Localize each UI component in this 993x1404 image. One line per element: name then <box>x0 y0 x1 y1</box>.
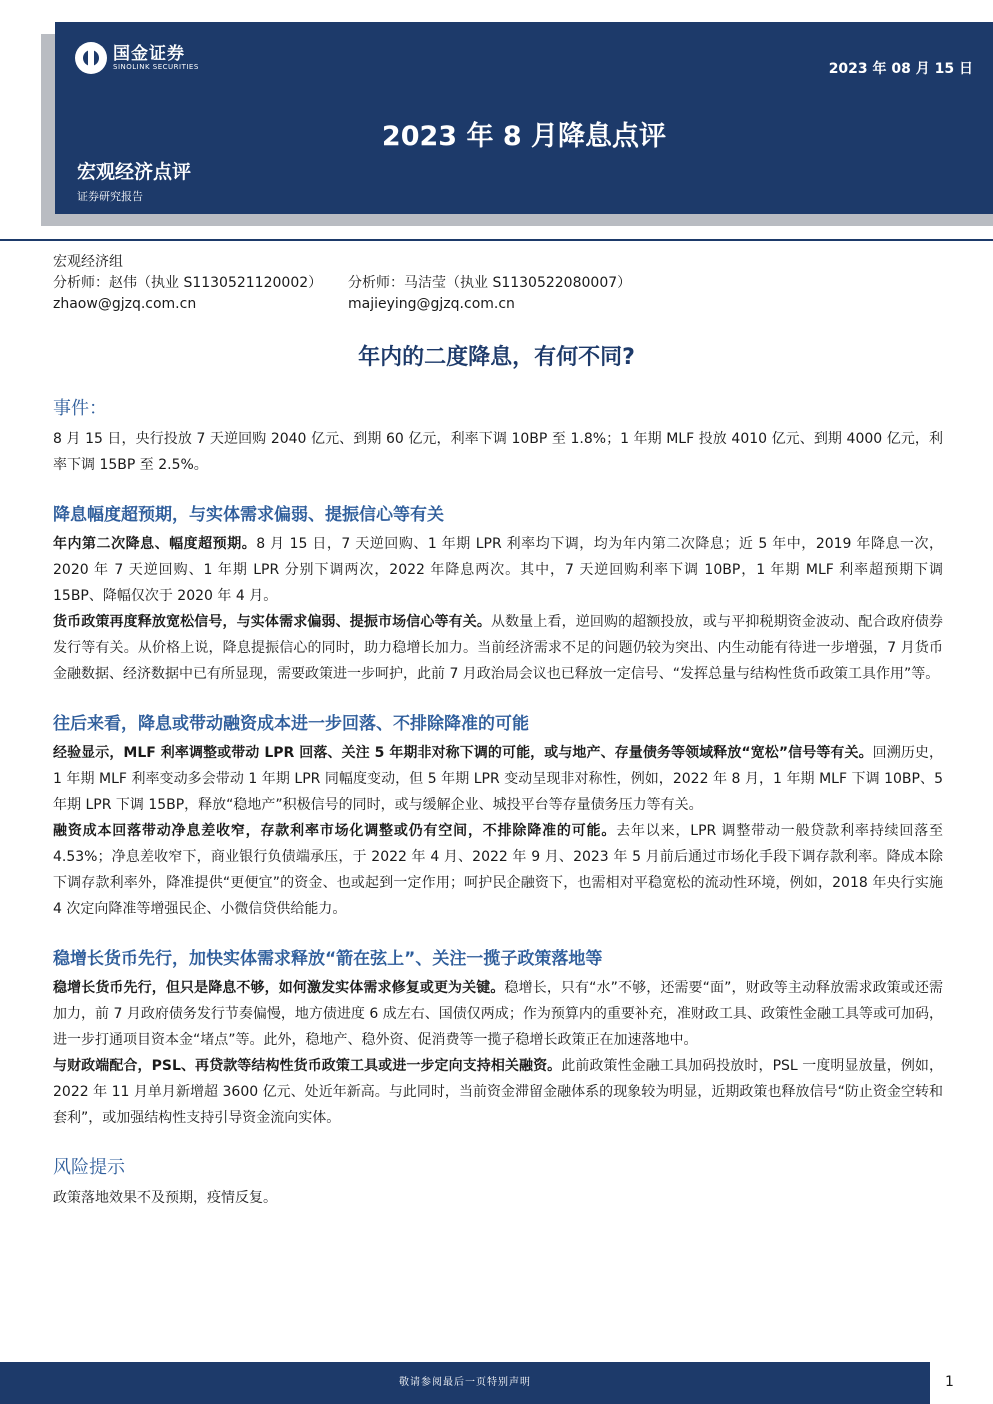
logo-name-en: SINOLINK SECURITIES <box>113 62 199 71</box>
section-1-para-1-lead: 年内第二次降息、幅度超预期。 <box>53 536 257 552</box>
section-2-para-1 <box>53 740 943 818</box>
report-title: 2023 年 8 月降息点评 <box>381 121 667 152</box>
section-2-para-1-body: 回溯历史，1 年期 MLF 利率变动多会带动 1 年期 LPR 同幅度变动，但 5 年期 LPR 变动呈现非对称性，例如，2022 年 8 月，1 年期 MLF 下调 10BP、5 年期 LPR 下调 15BP，释放“稳地产”积极信号的同时，或与缓解企业、城投平台等存量债务压力等有关。 <box>53 745 944 813</box>
article-headline: 年内的二度降息，有何不同? <box>358 345 635 370</box>
section-title-3: 稳增长货币先行，加快实体需求释放“箭在弦上”、关注一揽子政策落地等 <box>53 949 603 969</box>
page-number: 1 <box>945 1374 954 1390</box>
section-2-para-1-lead: 经验显示，MLF 利率调整或带动 LPR 回落、关注 5 年期非对称下调的可能，或与地产、存量债务等领域释放“宽松”信号等有关。 <box>53 745 873 761</box>
header-divider <box>0 239 993 241</box>
section-1-para-1 <box>53 531 943 609</box>
section-3-para-2-body: 此前政策性金融工具加码投放时，PSL 一度明显放量，例如，2022 年 11 月单月新增超 3600 亿元、处近年新高。与此同时，当前资金滞留金融体系的现象较为明显，近期政策也释放信号“防止资金空转和套利”，或加强结构性支持引导资金流向实体。 <box>53 1058 944 1126</box>
section-1-para-2 <box>53 609 943 687</box>
section-3-para-1 <box>53 975 943 1053</box>
section-2-para-2 <box>53 818 943 922</box>
section-title-1: 降息幅度超预期，与实体需求偏弱、提振信心等有关 <box>53 505 444 525</box>
section-title-risk: 风险提示 <box>53 1157 125 1178</box>
header-banner <box>55 22 993 214</box>
article-body <box>53 394 943 1211</box>
section-3-para-1-body: 稳增长，只有“水”不够，还需要“面”，财政等主动释放需求政策或还需加力，前 7 月政府债务发行节奏偏慢，地方债进度 6 成左右、国债仅两成；作为预算内的重要补充，准财政工具、政策性金融工具等或可加码，进一步打通项目资本金“堵点”等。此外，稳地产、稳外资、促消费等一揽子稳增长政策正在加速落地中。 <box>53 980 944 1048</box>
footer-disclaimer: 敬请参阅最后一页特别声明 <box>0 1362 930 1404</box>
section-3-para-2 <box>53 1053 943 1131</box>
report-category: 宏观经济点评 <box>77 161 192 183</box>
analyst-block <box>53 252 632 315</box>
section-2-para-2-body: 去年以来，LPR 调整带动一般贷款利率持续回落至 4.53%；净息差收窄下，商业银行负债端承压，于 2022 年 4 月、2022 年 9 月、2023 年 5 月前后通过市场化手段下调存款利率。降成本除下调存款利率外，降准提供“更便宜”的资金、也或起到一定作用；呵护民企融资下，也需相对平稳宽松的流动性环境，例如，2018 年央行实施 4 次定向降准等增强民企、小微信贷供给能力。 <box>53 823 943 917</box>
analyst-1-email[interactable]: zhaow@gjzq.com.cn <box>53 296 197 312</box>
report-date: 2023 年 08 月 15 日 <box>828 61 973 77</box>
analyst-2-email[interactable]: majieying@gjzq.com.cn <box>348 296 515 312</box>
event-text: 8 月 15 日，央行投放 7 天逆回购 2040 亿元、到期 60 亿元，利率下调 10BP 至 1.8%；1 年期 MLF 投放 4010 亿元、到期 4000 亿元，利率下调 15BP 至 2.5%。 <box>53 431 943 473</box>
logo-icon <box>75 42 107 74</box>
section-1-para-1-body: 8 月 15 日，7 天逆回购、1 年期 LPR 利率均下调，均为年内第二次降息；近 5 年中，2019 年降息一次，2020 年 7 天逆回购、1 年期 LPR 分别下调两次，2022 年降息两次。其中，7 天逆回购利率下调 10BP，1 年期 MLF 利率超预期下调 15BP、降幅仅次于 2020 年 4 月。 <box>53 536 944 604</box>
section-3-para-1-lead: 稳增长货币先行，但只是降息不够，如何激发实体需求修复或更为关键。 <box>53 980 505 996</box>
section-title-2: 往后来看，降息或带动融资成本进一步回落、不排除降准的可能 <box>53 714 529 734</box>
section-3-para-2-lead: 与财政端配合，PSL、再贷款等结构性货币政策工具或进一步定向支持相关融资。 <box>53 1058 562 1074</box>
risk-text: 政策落地效果不及预期，疫情反复。 <box>53 1190 277 1206</box>
section-title-event: 事件： <box>53 398 107 419</box>
analyst-1: 分析师：赵伟（执业 S1130521120002） <box>53 275 323 291</box>
section-1-para-2-lead: 货币政策再度释放宽松信号，与实体需求偏弱、提振市场信心等有关。 <box>53 614 491 630</box>
analyst-group: 宏观经济组 <box>53 254 123 270</box>
logo-name-cn: 国金证券 <box>113 43 185 64</box>
report-type: 证券研究报告 <box>77 190 143 203</box>
section-2-para-2-lead: 融资成本回落带动净息差收窄，存款利率市场化调整或仍有空间，不排除降准的可能。 <box>53 823 617 839</box>
analyst-2: 分析师：马洁莹（执业 S1130522080007） <box>348 275 632 291</box>
section-1-para-2-body: 从数量上看，逆回购的超额投放，或与平抑税期资金波动、配合政府债券发行等有关。从价格上说，降息提振信心的同时，助力稳增长加力。当前经济需求不足的问题仍较为突出、内生动能有待进一步增强，7 月货币金融数据、经济数据中已有所显现，需要政策进一步呵护，此前 7 月政治局会议也已释放一定信号、“发挥总量与结构性货币政策工具作用”等。 <box>53 614 943 682</box>
company-logo <box>75 42 199 74</box>
